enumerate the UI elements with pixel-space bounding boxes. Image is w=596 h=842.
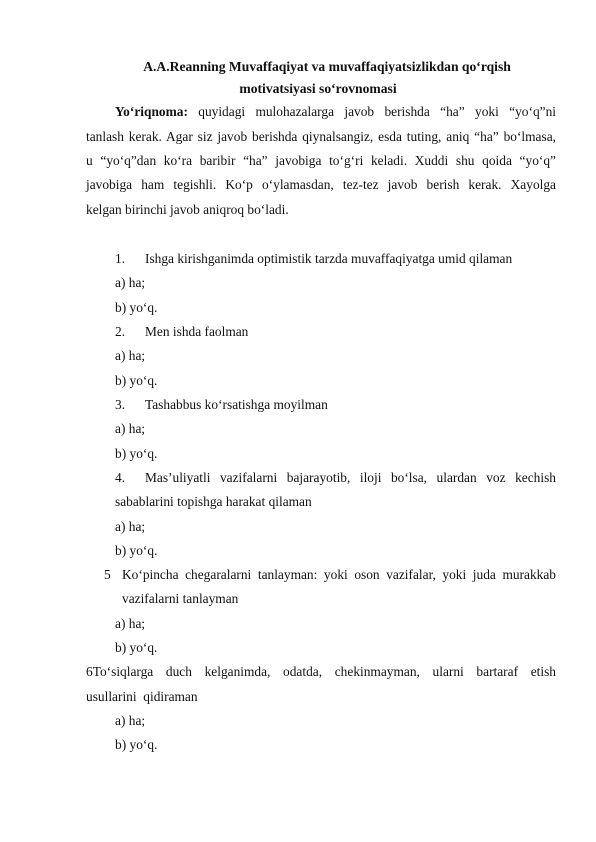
question-1-option-b: b) yo‘q.	[115, 300, 158, 315]
question-3-option-a: a) ha;	[115, 421, 146, 436]
question-text: Tashabbus ko‘rsatishga moyilman	[145, 397, 328, 412]
question-3	[115, 397, 328, 413]
instruction-line-3: u “yo‘q”dan ko‘ra baribir “ha” javobiga to‘g‘ri keladi. Xuddi shu qoida “yo‘q”	[86, 153, 556, 168]
question-4-text-continued: sabablarini topishga harakat qilaman	[115, 494, 312, 509]
question-5-option-a: a) ha;	[115, 616, 146, 631]
question-text: To‘siqlarga duch kelganimda, odatda, chekinmayman, ularni bartaraf etish	[92, 664, 556, 679]
document-title-line-2: motivatsiyasi so‘rovnomasi	[239, 81, 397, 96]
question-5-text-continued: vazifalarni tanlayman	[122, 591, 239, 606]
question-1	[115, 251, 512, 267]
question-number: 4.	[115, 470, 126, 485]
question-4-option-b: b) yo‘q.	[115, 543, 158, 558]
question-number: 5	[104, 567, 111, 582]
question-number: 3.	[115, 397, 126, 412]
question-6-option-b: b) yo‘q.	[115, 737, 158, 752]
question-2-option-b: b) yo‘q.	[115, 373, 158, 388]
instruction-line-5: kelgan birinchi javob aniqroq bo‘ladi.	[86, 202, 289, 217]
instruction-label: Yo‘riqnoma:	[115, 104, 188, 119]
question-text: Mas’uliyatli vazifalarni bajarayotib, iloji bo‘lsa, ulardan voz kechish	[145, 470, 556, 485]
question-5-option-b: b) yo‘q.	[115, 640, 158, 655]
question-6-text-continued: usullarini qidiraman	[86, 689, 198, 704]
question-2-option-a: a) ha;	[115, 348, 146, 363]
question-6-option-a: a) ha;	[115, 713, 146, 728]
question-text: Ishga kirishganimda optimistik tarzda muvaffaqiyatga umid qilaman	[145, 251, 513, 266]
question-number: 6	[86, 664, 93, 679]
question-3-option-b: b) yo‘q.	[115, 446, 158, 461]
question-text: Ko‘pincha chegaralarni tanlayman: yoki oson vazifalar, yoki juda murakkab	[122, 567, 556, 582]
question-text: Men ishda faolman	[145, 324, 249, 339]
question-1-option-a: a) ha;	[115, 275, 146, 290]
instruction-line-2: tanlash kerak. Agar siz javob berishda qiynalsangiz, esda tuting, aniq “ha” bo‘lmasa,	[86, 129, 556, 144]
question-2	[115, 324, 248, 340]
question-number: 1.	[115, 251, 126, 266]
document-title-line-1: A.A.Reanning Muvaffaqiyat va muvaffaqiyatsizlikdan qo‘rqish	[143, 59, 511, 74]
question-4-option-a: a) ha;	[115, 519, 146, 534]
question-number: 2.	[115, 324, 126, 339]
instruction-line-4: javobiga ham tegishli. Ko‘p o‘ylamasdan, tez-tez javob berish kerak. Xayolga	[86, 177, 556, 192]
instruction-text-1: quyidagi mulohazalarga javob berishda “ha” yoki “yo‘q”ni	[198, 104, 556, 119]
